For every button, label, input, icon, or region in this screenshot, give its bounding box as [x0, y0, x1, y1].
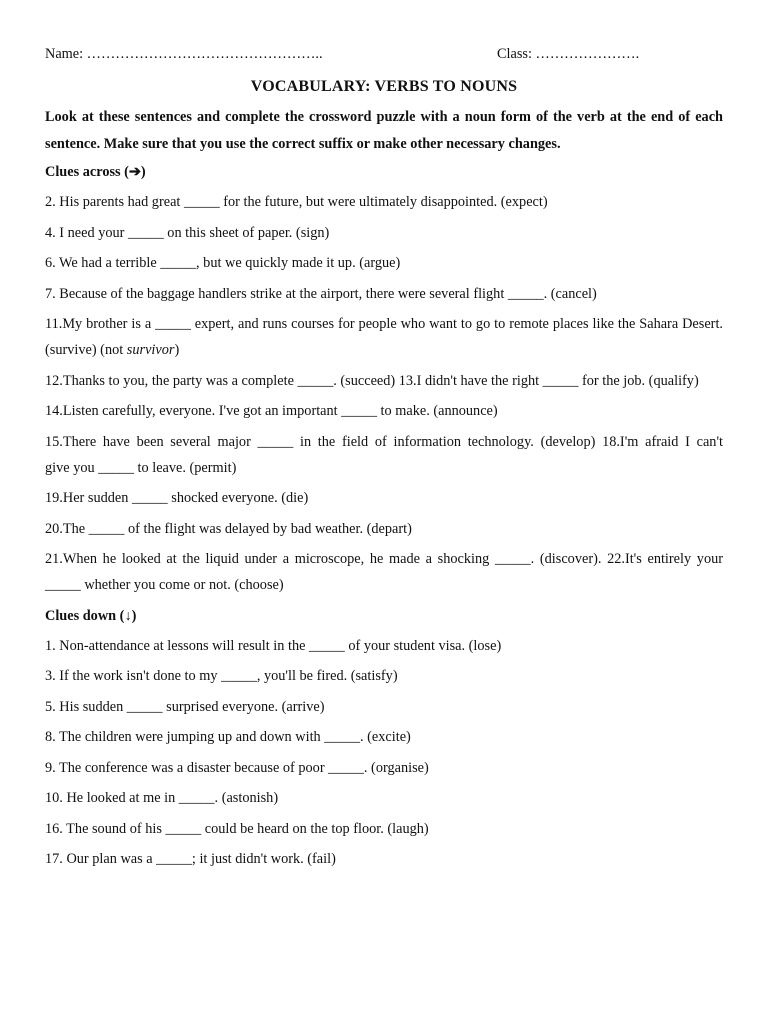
- clue-across-20: 20.The _____ of the flight was delayed by bad weather. (depart): [45, 520, 412, 537]
- clue-across-11: [45, 311, 723, 363]
- instructions: Look at these sentences and complete the crossword puzzle with a noun form of the verb at the end of each sentence. Make sure that you use the correct suffix or make other necessary changes.: [45, 109, 723, 152]
- clue-down-10: 10. He looked at me in _____. (astonish): [45, 790, 279, 806]
- clue-down-8: 8. The children were jumping up and down with _____. (excite): [45, 729, 411, 745]
- name-field[interactable]: Name: …………………………………………..: [45, 46, 323, 62]
- clue-across-6: 6. We had a terrible _____, but we quickly made it up. (argue): [45, 255, 401, 271]
- clue-across-21-22-line1: 21.When he looked at the liquid under a microscope, he made a shocking _____. (discover). 22.It's entirely your: [45, 551, 723, 567]
- clue-across-7: 7. Because of the baggage handlers strike at the airport, there were several flight _____. (cancel): [45, 285, 597, 302]
- clue-across-19: 19.Her sudden _____ shocked everyone. (die): [45, 490, 309, 506]
- clue-across-11-end: ): [174, 342, 180, 358]
- clue-down-16: 16. The sound of his _____ could be heard on the top floor. (laugh): [45, 820, 429, 837]
- clue-across-14: 14.Listen carefully, everyone. I've got an important _____ to make. (announce): [45, 403, 498, 419]
- clue-across-2: 2. His parents had great _____ for the future, but were ultimately disappointed. (expect): [45, 194, 548, 210]
- clues-down-heading: Clues down (↓): [45, 607, 137, 624]
- worksheet-content: [45, 104, 723, 877]
- clue-across-21-22-line2: _____ whether you come or not. (choose): [45, 577, 284, 593]
- page-title: VOCABULARY: VERBS TO NOUNS: [250, 78, 518, 95]
- clues-across-heading: Clues across (➔): [45, 164, 146, 180]
- class-field[interactable]: Class: ………………….: [497, 46, 640, 62]
- clue-across-11-emphasis: survivor: [126, 342, 175, 358]
- clue-down-3: 3. If the work isn't done to my _____, you'll be fired. (satisfy): [45, 668, 398, 684]
- clue-across-4: 4. I need your _____ on this sheet of paper. (sign): [45, 224, 330, 241]
- clue-across-15-18-line2: give you _____ to leave. (permit): [45, 459, 237, 476]
- clue-down-17: 17. Our plan was a _____; it just didn't work. (fail): [45, 851, 336, 867]
- clue-down-9: 9. The conference was a disaster because of poor _____. (organise): [45, 759, 429, 776]
- header-row: [45, 46, 725, 66]
- clue-across-11-text: 11.My brother is a _____ expert, and runs courses for people who want to go to remote places like the Sahara Desert. (survive) (not: [45, 316, 723, 358]
- clue-down-5: 5. His sudden _____ surprised everyone. (arrive): [45, 698, 325, 715]
- clue-across-15-18: [45, 429, 723, 481]
- clue-down-1: 1. Non-attendance at lessons will result in the _____ of your student visa. (lose): [45, 637, 502, 654]
- clue-across-12-13: 12.Thanks to you, the party was a complete _____. (succeed) 13.I didn't have the right _____ for the job. (qualify): [45, 372, 699, 389]
- clue-across-15-18-line1: 15.There have been several major _____ in the field of information technology. (develop) 18.I'm afraid I can't: [45, 433, 723, 450]
- clue-across-21-22: [45, 546, 723, 598]
